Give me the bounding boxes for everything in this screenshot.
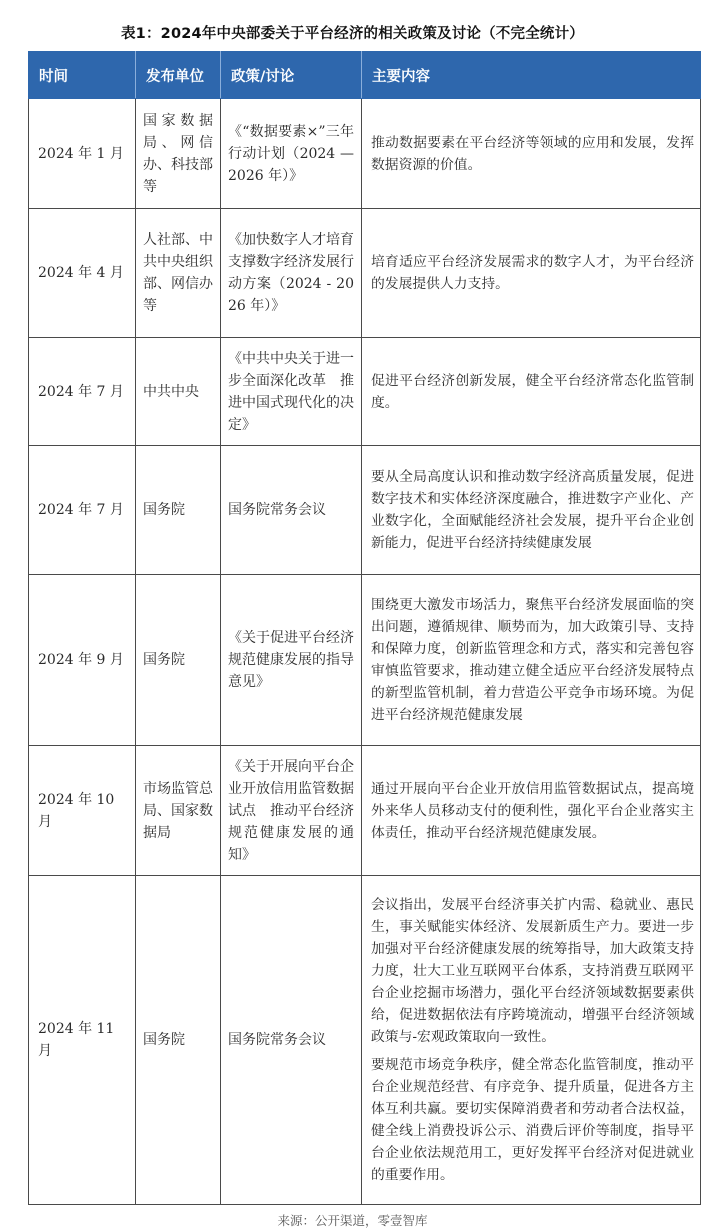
cell-content: 推动数据要素在平台经济等领域的应用和发展，发挥数据资源的价值。 [362, 99, 701, 209]
cell-policy: 国务院常务会议 [221, 876, 362, 1205]
table-row [29, 575, 701, 746]
cell-content: 通过开展向平台企业开放信用监管数据试点，提高境外来华人员移动支付的便利性，强化平台企业落实主体责任，推动平台经济规范健康发展。 [362, 746, 701, 876]
cell-content: 要从全局高度认识和推动数字经济高质量发展，促进数字技术和实体经济深度融合，推进数字产业化、产业数字化，全面赋能经济社会发展，提升平台企业创新能力，促进平台经济持续健康发展 [362, 446, 701, 575]
cell-time: 2024 年 11 月 [29, 876, 136, 1205]
cell-time: 2024 年 1 月 [29, 99, 136, 209]
cell-unit: 市场监管总局、国家数据局 [136, 746, 221, 876]
source-note: 来源：公开渠道，零壹智库 [277, 1213, 428, 1228]
cell-time: 2024 年 4 月 [29, 209, 136, 338]
cell-time: 2024 年 9 月 [29, 575, 136, 746]
table-row [29, 209, 701, 338]
header-unit: 发布单位 [136, 52, 221, 99]
cell-unit: 国务院 [136, 876, 221, 1205]
cell-policy: 《“数据要素×”三年行动计划（2024 — 2026 年）》 [221, 99, 362, 209]
cell-time: 2024 年 10 月 [29, 746, 136, 876]
cell-unit: 人社部、中共中央组织部、网信办等 [136, 209, 221, 338]
table-row [29, 876, 701, 1205]
cell-content: 促进平台经济创新发展，健全平台经济常态化监管制度。 [362, 338, 701, 446]
table-row [29, 99, 701, 209]
policy-table [28, 51, 701, 1205]
cell-content: 培育适应平台经济发展需求的数字人才，为平台经济的发展提供人力支持。 [362, 209, 701, 338]
cell-policy: 《加快数字人才培育支撑数字经济发展行动方案（2024 - 2026 年）》 [221, 209, 362, 338]
cell-content [362, 876, 701, 1205]
table-row [29, 338, 701, 446]
cell-policy: 国务院常务会议 [221, 446, 362, 575]
cell-content: 围绕更大激发市场活力，聚焦平台经济发展面临的突出问题，遵循规律、顺势而为，加大政策引导、支持和保障力度，创新监管理念和方式，落实和完善包容审慎监管要求，推动建立健全适应平台经济发展特点的新型监管机制，着力营造公平竞争市场环境。为促进平台经济规范健康发展 [362, 575, 701, 746]
cell-unit: 国务院 [136, 575, 221, 746]
header-policy: 政策/讨论 [221, 52, 362, 99]
table-row [29, 746, 701, 876]
content-paragraph: 要规范市场竞争秩序，健全常态化监管制度，推动平台企业规范经营、有序竞争、提升质量，促进各方主体互利共赢。要切实保障消费者和劳动者合法权益，健全线上消费投诉公示、消费后评价等制度，指导平台企业依法规范用工，更好发挥平台经济对促进就业的重要作用。 [371, 1057, 694, 1183]
table-header-row [29, 52, 701, 99]
cell-policy: 《中共中央关于进一步全面深化改革 推进中国式现代化的决定》 [221, 338, 362, 446]
header-content: 主要内容 [362, 52, 701, 99]
cell-unit: 国务院 [136, 446, 221, 575]
cell-policy: 《关于开展向平台企业开放信用监管数据试点 推动平台经济规范健康发展的通知》 [221, 746, 362, 876]
cell-time: 2024 年 7 月 [29, 446, 136, 575]
cell-unit: 中共中央 [136, 338, 221, 446]
cell-unit: 国家数据局、网信办、科技部等 [136, 99, 221, 209]
cell-time: 2024 年 7 月 [29, 338, 136, 446]
table-row [29, 446, 701, 575]
table-title: 表1：2024年中央部委关于平台经济的相关政策及讨论（不完全统计） [120, 26, 585, 42]
content-paragraph: 会议指出，发展平台经济事关扩内需、稳就业、惠民生，事关赋能实体经济、发展新质生产力。要进一步加强对平台经济健康发展的统筹指导，加大政策支持力度，壮大工业互联网平台体系，支持消费互联网平台企业挖掘市场潜力，强化平台经济领域数据要素供给，促进数据依法有序跨境流动，增强平台经济领域政策与-宏观政策取向一致性。 [371, 897, 694, 1045]
header-time: 时间 [29, 52, 136, 99]
cell-policy: 《关于促进平台经济规范健康发展的指导意见》 [221, 575, 362, 746]
